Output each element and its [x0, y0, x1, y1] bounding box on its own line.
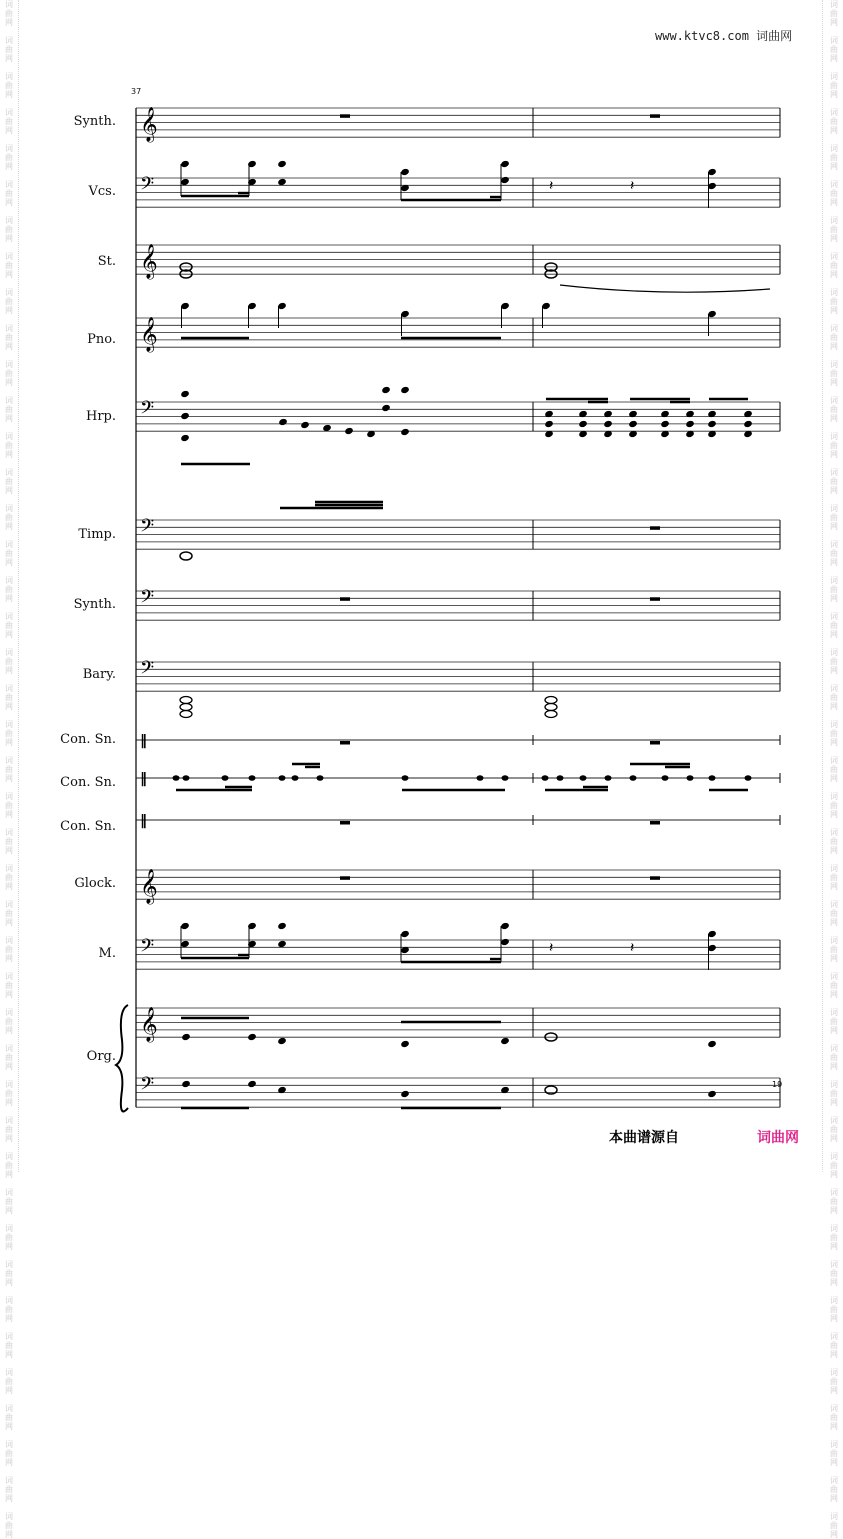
watermark-site: 词曲网	[756, 29, 793, 43]
notehead	[181, 1080, 191, 1088]
perc-clef-icon: ‖	[140, 733, 147, 749]
bass-clef-icon: 𝄢	[140, 936, 155, 961]
whole-rest	[650, 821, 660, 825]
snare-note	[630, 775, 637, 781]
notehead	[247, 1080, 257, 1088]
baritone-chord	[545, 711, 557, 718]
left-watermark-strip: 词 曲 网 词 曲 网 词 曲 网 词 曲 网 词 曲 网 词 曲 网 词 曲 网 词 曲 网 词 曲 网 词 曲 网 词 曲 网 词 曲 网 词 曲 网 词 曲 网 词 曲 网 词 曲 网 词 曲 网 词 曲 网 词 曲 网 词 曲 网 词 曲 网 词 曲 网 词 曲 网 词 曲 网 词 曲 网 词 曲 网 词 曲 网 词 曲 网 词 曲 网 词 曲 网 词 曲 网 词 曲 网 词 曲 网 词 曲 网 词 曲 网 词 曲 网 词 曲 网 词 曲 网 词 曲 网 词 曲 网 词 曲 网 词 曲 网 词 曲 网	[5, 0, 13, 1539]
notehead	[500, 176, 510, 184]
treble-clef-icon: 𝄞	[140, 1007, 158, 1042]
snare-note	[317, 775, 324, 781]
snare-note	[662, 775, 669, 781]
snare-note	[222, 775, 229, 781]
timpani-half-note	[180, 552, 192, 560]
staff-3	[136, 317, 780, 353]
baritone-chord	[180, 704, 192, 711]
notehead	[707, 420, 717, 428]
page-number: 19	[772, 1080, 783, 1089]
notehead	[400, 386, 410, 394]
notehead	[500, 160, 510, 168]
tie-slur	[560, 285, 770, 292]
notehead	[707, 1040, 717, 1048]
notehead	[603, 420, 613, 428]
watermark-url: www.ktvc8.com	[655, 29, 749, 43]
notehead	[500, 922, 510, 930]
staff-1	[136, 174, 780, 207]
staff-label-synth1: Synth.	[73, 114, 116, 129]
staff-10	[136, 813, 780, 829]
staff-13	[136, 1007, 780, 1043]
staff-label-m: M.	[98, 946, 116, 961]
whole-rest	[340, 876, 350, 880]
notehead	[743, 420, 753, 428]
bass-clef-icon: 𝄢	[140, 174, 155, 199]
whole-rest	[650, 876, 660, 880]
perc-clef-icon: ‖	[140, 813, 147, 829]
baritone-chord	[545, 704, 557, 711]
staff-label-hrp: Hrp.	[85, 409, 116, 424]
staff-label-bary: Bary.	[82, 667, 116, 682]
snare-note	[279, 775, 286, 781]
snare-note	[542, 775, 549, 781]
staff-11	[136, 869, 780, 905]
treble-clef-icon: 𝄞	[140, 107, 158, 142]
whole-rest	[340, 597, 350, 601]
notehead	[381, 386, 391, 394]
quarter-rest: 𝄽	[549, 940, 554, 956]
notehead	[180, 390, 190, 398]
whole-rest	[650, 741, 660, 745]
staff-label-consn3: Con. Sn.	[60, 819, 116, 834]
snare-note	[580, 775, 587, 781]
notehead	[180, 922, 190, 930]
staff-5	[136, 516, 780, 549]
treble-clef-icon: 𝄞	[140, 869, 158, 904]
measure-number: 37	[131, 87, 142, 96]
bass-clef-icon: 𝄢	[140, 516, 155, 541]
notehead	[381, 404, 391, 412]
whole-rest	[650, 114, 660, 118]
staff-9	[136, 771, 780, 787]
notehead	[400, 1040, 410, 1048]
staff-label-synth2: Synth.	[73, 597, 116, 612]
notehead	[400, 428, 410, 436]
bass-clef-icon: 𝄢	[140, 658, 155, 683]
notehead	[500, 938, 510, 946]
notehead	[180, 412, 190, 420]
staff-2	[136, 244, 780, 280]
staff-14	[136, 1074, 783, 1107]
quarter-rest: 𝄽	[630, 178, 635, 194]
snare-note	[173, 775, 180, 781]
snare-note	[292, 775, 299, 781]
quarter-rest: 𝄽	[630, 940, 635, 956]
staff-label-consn1: Con. Sn.	[60, 732, 116, 747]
whole-rest	[650, 526, 660, 530]
notehead	[180, 160, 190, 168]
snare-note	[249, 775, 256, 781]
bass-clef-icon: 𝄢	[140, 1074, 155, 1099]
staff-label-glock: Glock.	[74, 876, 116, 891]
notehead	[277, 922, 287, 930]
notehead	[400, 168, 410, 176]
right-watermark-strip: 词 曲 网 词 曲 网 词 曲 网 词 曲 网 词 曲 网 词 曲 网 词 曲 网 词 曲 网 词 曲 网 词 曲 网 词 曲 网 词 曲 网 词 曲 网 词 曲 网 词 曲 网 词 曲 网 词 曲 网 词 曲 网 词 曲 网 词 曲 网 词 曲 网 词 曲 网 词 曲 网 词 曲 网 词 曲 网 词 曲 网 词 曲 网 词 曲 网 词 曲 网 词 曲 网 词 曲 网 词 曲 网 词 曲 网 词 曲 网 词 曲 网 词 曲 网 词 曲 网 词 曲 网 词 曲 网 词 曲 网 词 曲 网 词 曲 网 词 曲 网	[830, 0, 838, 1539]
notehead	[300, 421, 310, 429]
whole-rest	[340, 821, 350, 825]
notehead	[180, 434, 190, 442]
snare-note	[557, 775, 564, 781]
staff-8	[136, 733, 780, 749]
perc-clef-icon: ‖	[140, 771, 147, 787]
notehead	[578, 420, 588, 428]
notehead	[500, 1037, 510, 1045]
staff-12	[136, 936, 780, 969]
notehead	[544, 420, 554, 428]
snare-note	[605, 775, 612, 781]
notehead	[277, 160, 287, 168]
snare-note	[687, 775, 694, 781]
staff-7	[136, 658, 780, 691]
organ-brace	[116, 1005, 128, 1111]
notehead	[400, 930, 410, 938]
whole-rest	[340, 741, 350, 745]
notehead	[400, 1090, 410, 1098]
notehead	[278, 418, 288, 426]
quarter-rest: 𝄽	[549, 178, 554, 194]
staff-label-pno: Pno.	[87, 332, 116, 347]
snare-note	[183, 775, 190, 781]
snare-note	[477, 775, 484, 781]
whole-rest	[340, 114, 350, 118]
snare-note	[709, 775, 716, 781]
notehead	[181, 1033, 191, 1041]
staff-label-timp: Timp.	[78, 527, 116, 542]
footer-source-text: 本曲谱源自	[609, 1130, 679, 1146]
staff-label-vcs: Vcs.	[88, 184, 116, 199]
whole-rest	[650, 597, 660, 601]
notehead	[247, 1033, 257, 1041]
treble-clef-icon: 𝄞	[140, 317, 158, 352]
staff-0	[136, 107, 780, 143]
snare-note	[502, 775, 509, 781]
bass-clef-icon: 𝄢	[140, 398, 155, 423]
staff-label-st: St.	[97, 254, 116, 269]
footer-site-text: 词曲网	[757, 1130, 799, 1146]
staff-label-org: Org.	[86, 1049, 116, 1064]
notehead	[628, 420, 638, 428]
bass-clef-icon: 𝄢	[140, 587, 155, 612]
snare-note	[402, 775, 409, 781]
staff-label-consn2: Con. Sn.	[60, 775, 116, 790]
notehead	[660, 420, 670, 428]
baritone-chord	[180, 711, 192, 718]
staff-6	[136, 587, 780, 620]
snare-note	[745, 775, 752, 781]
notehead	[707, 1090, 717, 1098]
notehead	[344, 427, 354, 435]
treble-clef-icon: 𝄞	[140, 244, 158, 279]
baritone-chord	[545, 697, 557, 704]
baritone-chord	[180, 697, 192, 704]
notehead	[277, 1037, 287, 1045]
notehead	[685, 420, 695, 428]
